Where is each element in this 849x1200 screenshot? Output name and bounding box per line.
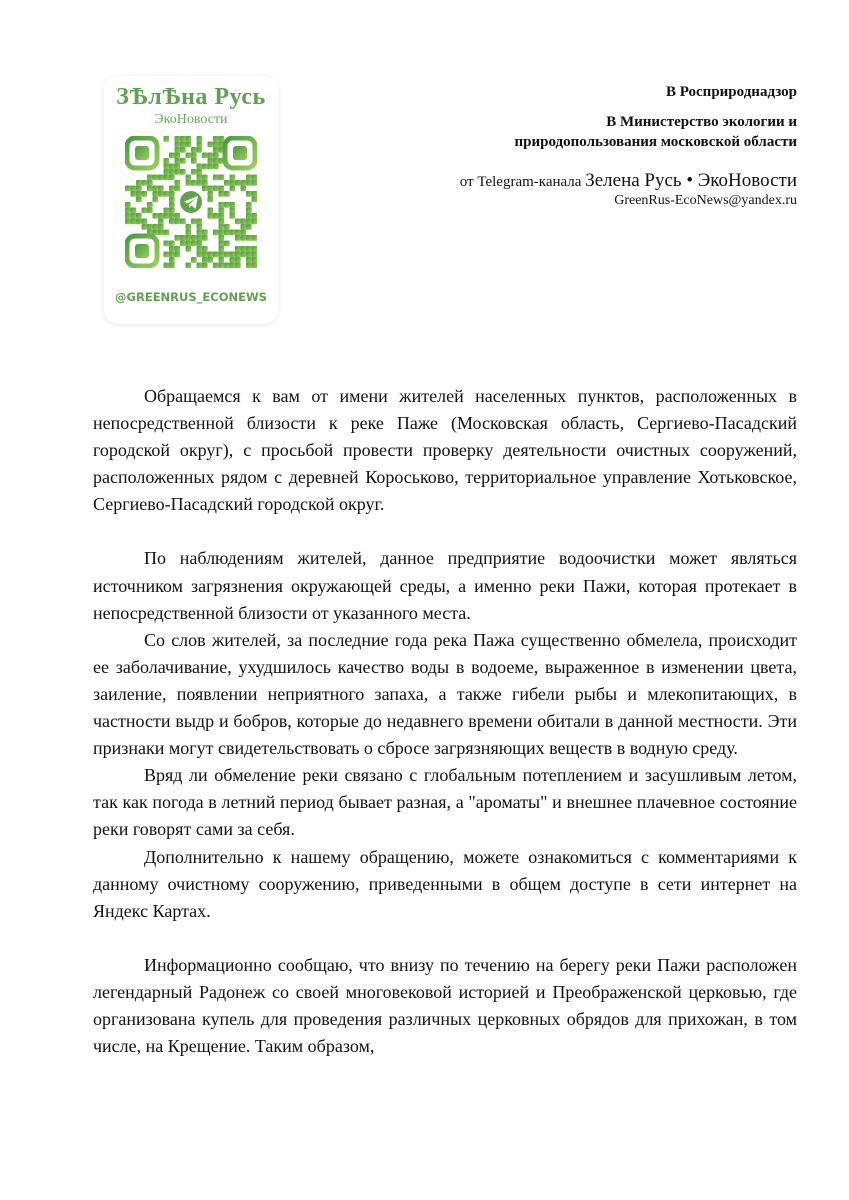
qr-module: [153, 230, 159, 236]
qr-module: [180, 219, 186, 225]
qr-module: [147, 224, 153, 230]
qr-module: [169, 169, 175, 175]
qr-module: [197, 224, 203, 230]
qr-module: [175, 158, 181, 164]
qr-module: [197, 169, 203, 175]
qr-module: [252, 257, 258, 263]
qr-module: [241, 186, 247, 192]
qr-module: [213, 153, 219, 159]
paragraph: Со слов жителей, за последние года река Пажа существенно обмелела, происходит ее заболачивание, ухудшилось качество воды в водоеме, выраженное в изменении цвета, заиление, появлении неприятного запаха, а также гибели рыбы и млекопитающих, в частности выдр и бобров, которые до недавнего времени обитали в данной местности. Эти признаки могут свидетельствовать о сбросе загрязняющих веществ в водную среду.: [93, 629, 797, 759]
recipient-ministry-line1: В Министерство экологии и: [606, 114, 797, 130]
qr-module: [164, 175, 170, 181]
qr-module: [169, 208, 175, 214]
qr-module: [136, 219, 142, 225]
qr-module: [131, 208, 137, 214]
qr-module: [169, 186, 175, 192]
qr-module: [197, 235, 203, 241]
qr-module: [219, 219, 225, 225]
qr-module: [153, 175, 159, 181]
qr-module: [175, 180, 181, 186]
sender-prefix: от Telegram-канала: [459, 174, 586, 190]
qr-module: [158, 191, 164, 197]
qr-module: [202, 175, 208, 181]
qr-module: [197, 230, 203, 236]
qr-module: [158, 230, 164, 236]
sender-line: [460, 170, 797, 192]
qr-module: [197, 252, 203, 258]
qr-module: [219, 202, 225, 208]
qr-module: [136, 186, 142, 192]
qr-module: [164, 164, 170, 170]
qr-module: [202, 246, 208, 252]
qr-module: [246, 208, 252, 214]
qr-module: [219, 241, 225, 247]
qr-module: [169, 202, 175, 208]
qr-module: [246, 235, 252, 241]
channel-logo-card: [104, 76, 278, 324]
qr-module: [241, 230, 247, 236]
qr-module: [153, 213, 159, 219]
qr-module: [235, 235, 241, 241]
qr-module: [158, 175, 164, 181]
qr-module: [191, 257, 197, 263]
qr-module: [235, 246, 241, 252]
qr-module: [191, 180, 197, 186]
qr-module: [186, 180, 192, 186]
paragraph: Информационно сообщаю, что внизу по течению на берегу реки Пажи расположен легендарный Радонеж со своей многовековой историей и Преображенской церковью, где организована купель для проведения различных церковных обрядов для прихожан, в том числе, на Крещение. Таким образом,: [93, 954, 797, 1057]
qr-module: [125, 213, 131, 219]
qr-module: [246, 246, 252, 252]
qr-module: [186, 142, 192, 148]
qr-module: [213, 158, 219, 164]
qr-module: [219, 208, 225, 214]
qr-module: [224, 241, 230, 247]
qr-module: [224, 202, 230, 208]
qr-module: [153, 191, 159, 197]
qr-module: [125, 186, 131, 192]
qr-module: [213, 252, 219, 258]
qr-module: [175, 219, 181, 225]
qr-module: [224, 180, 230, 186]
qr-module: [213, 147, 219, 153]
qr-module: [246, 180, 252, 186]
qr-module: [252, 191, 258, 197]
qr-finder-top-left: [127, 138, 157, 168]
qr-module: [191, 158, 197, 164]
qr-module: [208, 257, 214, 263]
qr-module: [169, 263, 175, 269]
qr-module: [241, 219, 247, 225]
qr-module: [219, 230, 225, 236]
qr-module: [180, 158, 186, 164]
qr-module: [175, 213, 181, 219]
qr-module: [197, 263, 203, 269]
paragraph: По наблюдениям жителей, данное предприятие водоочистки может являться источником загрязнения окружающей среды, а именно реки Пажи, которая протекает в непосредственной близости от указанного места.: [93, 548, 797, 623]
qr-module: [147, 208, 153, 214]
qr-module: [219, 191, 225, 197]
qr-module: [180, 169, 186, 175]
qr-module: [175, 136, 181, 142]
qr-module: [191, 241, 197, 247]
qr-module: [142, 224, 148, 230]
qr-module: [169, 246, 175, 252]
qr-module: [169, 197, 175, 203]
qr-module: [213, 175, 219, 181]
qr-module: [235, 252, 241, 258]
qr-module: [197, 241, 203, 247]
qr-module: [202, 153, 208, 159]
qr-module: [153, 197, 159, 203]
qr-module: [186, 224, 192, 230]
qr-module: [175, 147, 181, 153]
qr-module: [186, 136, 192, 142]
qr-module: [230, 230, 236, 236]
qr-module: [246, 263, 252, 269]
qr-module: [208, 197, 214, 203]
qr-module: [202, 235, 208, 241]
qr-module: [197, 219, 203, 225]
qr-module: [169, 213, 175, 219]
qr-module: [180, 235, 186, 241]
qr-module: [175, 235, 181, 241]
qr-module: [147, 180, 153, 186]
qr-module: [219, 224, 225, 230]
qr-module: [208, 252, 214, 258]
qr-module: [169, 153, 175, 159]
qr-module: [125, 208, 131, 214]
qr-module: [252, 252, 258, 258]
qr-module: [175, 186, 181, 192]
qr-module: [153, 186, 159, 192]
qr-module: [158, 213, 164, 219]
qr-module: [186, 175, 192, 181]
qr-module: [219, 246, 225, 252]
qr-module: [219, 175, 225, 181]
qr-module: [136, 180, 142, 186]
qr-module: [213, 230, 219, 236]
qr-module: [191, 219, 197, 225]
qr-finder-top-right: [225, 138, 255, 168]
letter-body: [93, 383, 797, 1060]
qr-module: [142, 208, 148, 214]
qr-module: [202, 257, 208, 263]
qr-module: [202, 164, 208, 170]
qr-module: [219, 186, 225, 192]
qr-module: [213, 186, 219, 192]
qr-module: [147, 175, 153, 181]
qr-module: [169, 164, 175, 170]
qr-module: [142, 191, 148, 197]
qr-module: [136, 191, 142, 197]
qr-module: [252, 263, 258, 269]
qr-module: [230, 213, 236, 219]
qr-module: [235, 230, 241, 236]
qr-module: [169, 175, 175, 181]
qr-module: [142, 219, 148, 225]
qr-module: [147, 202, 153, 208]
channel-handle: @GREENRUS_ECONEWS: [115, 290, 267, 304]
paragraph: Вряд ли обмеление реки связано с глобальным потеплением и засушливым летом, так как погода в летний период бывает разная, а "ароматы" и внешнее плачевное состояние реки говорят сами за себя.: [93, 765, 797, 840]
qr-module: [197, 147, 203, 153]
qr-module: [219, 263, 225, 269]
qr-module: [169, 191, 175, 197]
qr-module: [175, 246, 181, 252]
qr-module: [230, 202, 236, 208]
paragraph: Обращаемся к вам от имени жителей населенных пунктов, расположенных в непосредственной близости к реке Паже (Московская область, Сергиево-Пасадский городской округ), с просьбой провести проверку деятельности очистных сооружений, расположенных рядом с деревней Короськово, территориальное управление Хотьковское, Сергиево-Пасадский городской округ.: [93, 386, 797, 515]
sender-email[interactable]: GreenRus-EcoNews@yandex.ru: [614, 193, 797, 208]
qr-module: [208, 186, 214, 192]
qr-module: [125, 219, 131, 225]
logo-title: ЗѢлѢна Русь: [116, 84, 266, 110]
qr-module: [191, 235, 197, 241]
qr-module: [235, 219, 241, 225]
qr-module: [241, 252, 247, 258]
qr-module: [169, 219, 175, 225]
qr-module: [164, 252, 170, 258]
qr-module: [246, 224, 252, 230]
qr-module: [230, 180, 236, 186]
qr-finder-bottom-left: [127, 236, 157, 266]
qr-module: [208, 208, 214, 214]
qr-module: [180, 147, 186, 153]
qr-module: [191, 147, 197, 153]
qr-module: [208, 153, 214, 159]
qr-module: [252, 213, 258, 219]
qr-module: [202, 230, 208, 236]
qr-module: [230, 257, 236, 263]
qr-module: [213, 263, 219, 269]
qr-module: [246, 213, 252, 219]
qr-module: [147, 186, 153, 192]
qr-module: [208, 213, 214, 219]
paragraph: Дополнительно к нашему обращению, можете ознакомиться с комментариями к данному очистному сооружению, приведенными в общем доступе в сети интернет на Яндекс Картах.: [93, 846, 797, 921]
qr-module: [131, 186, 137, 192]
qr-module: [180, 136, 186, 142]
qr-module: [175, 142, 181, 148]
qr-module: [158, 224, 164, 230]
recipient-rosprirodnadzor: В Росприроднадзор: [665, 84, 797, 100]
qr-module: [202, 180, 208, 186]
qr-module: [224, 191, 230, 197]
qr-module: [175, 169, 181, 175]
qr-module: [153, 224, 159, 230]
qr-module: [230, 252, 236, 258]
qr-module: [202, 263, 208, 269]
qr-module: [197, 175, 203, 181]
qr-module: [191, 153, 197, 159]
qr-module: [252, 246, 258, 252]
qr-module: [235, 257, 241, 263]
qr-module: [186, 241, 192, 247]
qr-module: [246, 257, 252, 263]
qr-module: [164, 208, 170, 214]
qr-module: [136, 213, 142, 219]
qr-module: [219, 252, 225, 258]
qr-module: [246, 175, 252, 181]
qr-module: [246, 252, 252, 258]
qr-module: [208, 191, 214, 197]
qr-module: [131, 213, 137, 219]
qr-module: [219, 257, 225, 263]
telegram-icon: [177, 188, 205, 216]
qr-module: [131, 219, 137, 225]
qr-code[interactable]: [125, 136, 257, 268]
qr-module: [197, 136, 203, 142]
qr-module: [164, 241, 170, 247]
qr-module: [197, 246, 203, 252]
qr-module: [241, 246, 247, 252]
qr-module: [246, 202, 252, 208]
qr-module: [175, 153, 181, 159]
qr-module: [230, 186, 236, 192]
qr-module: [175, 252, 181, 258]
qr-module: [235, 180, 241, 186]
qr-module: [164, 169, 170, 175]
sender-channel: Зелена Русь • ЭкоНовости: [585, 170, 797, 191]
qr-module: [164, 191, 170, 197]
qr-module: [164, 136, 170, 142]
qr-module: [208, 158, 214, 164]
qr-module: [202, 186, 208, 192]
qr-module: [186, 263, 192, 269]
qr-module: [213, 213, 219, 219]
qr-module: [158, 186, 164, 192]
qr-module: [208, 142, 214, 148]
qr-module: [186, 235, 192, 241]
qr-module: [164, 213, 170, 219]
qr-module: [175, 164, 181, 170]
qr-module: [169, 252, 175, 258]
qr-module: [213, 142, 219, 148]
qr-module: [219, 235, 225, 241]
qr-module: [224, 263, 230, 269]
logo-subtitle: ЭкоНовости: [154, 112, 228, 127]
qr-module: [186, 153, 192, 159]
qr-module: [241, 235, 247, 241]
qr-module: [213, 164, 219, 170]
qr-module: [241, 180, 247, 186]
qr-module: [158, 219, 164, 225]
qr-module: [235, 263, 241, 269]
qr-module: [169, 241, 175, 247]
qr-module: [202, 252, 208, 258]
qr-module: [224, 224, 230, 230]
qr-module: [191, 169, 197, 175]
qr-module: [252, 175, 258, 181]
qr-module: [164, 230, 170, 236]
qr-module: [224, 252, 230, 258]
qr-module: [246, 219, 252, 225]
qr-module: [197, 180, 203, 186]
qr-module: [252, 180, 258, 186]
qr-module: [197, 142, 203, 148]
qr-module: [246, 191, 252, 197]
qr-module: [164, 263, 170, 269]
qr-module: [125, 202, 131, 208]
qr-module: [197, 164, 203, 170]
qr-module: [131, 191, 137, 197]
qr-module: [219, 213, 225, 219]
recipient-ministry: [515, 112, 797, 152]
qr-module: [180, 241, 186, 247]
qr-module: [252, 197, 258, 203]
recipient-ministry-line2: природопользования московской области: [514, 134, 797, 150]
qr-module: [180, 142, 186, 148]
qr-module: [241, 224, 247, 230]
qr-module: [230, 263, 236, 269]
qr-module: [230, 175, 236, 181]
qr-module: [186, 230, 192, 236]
qr-module: [213, 136, 219, 142]
qr-module: [136, 197, 142, 203]
qr-module: [219, 136, 225, 142]
qr-module: [252, 219, 258, 225]
qr-module: [224, 230, 230, 236]
qr-module: [186, 246, 192, 252]
qr-module: [164, 158, 170, 164]
qr-module: [142, 180, 148, 186]
qr-module: [252, 235, 258, 241]
qr-module: [169, 257, 175, 263]
qr-module: [230, 208, 236, 214]
qr-module: [208, 164, 214, 170]
